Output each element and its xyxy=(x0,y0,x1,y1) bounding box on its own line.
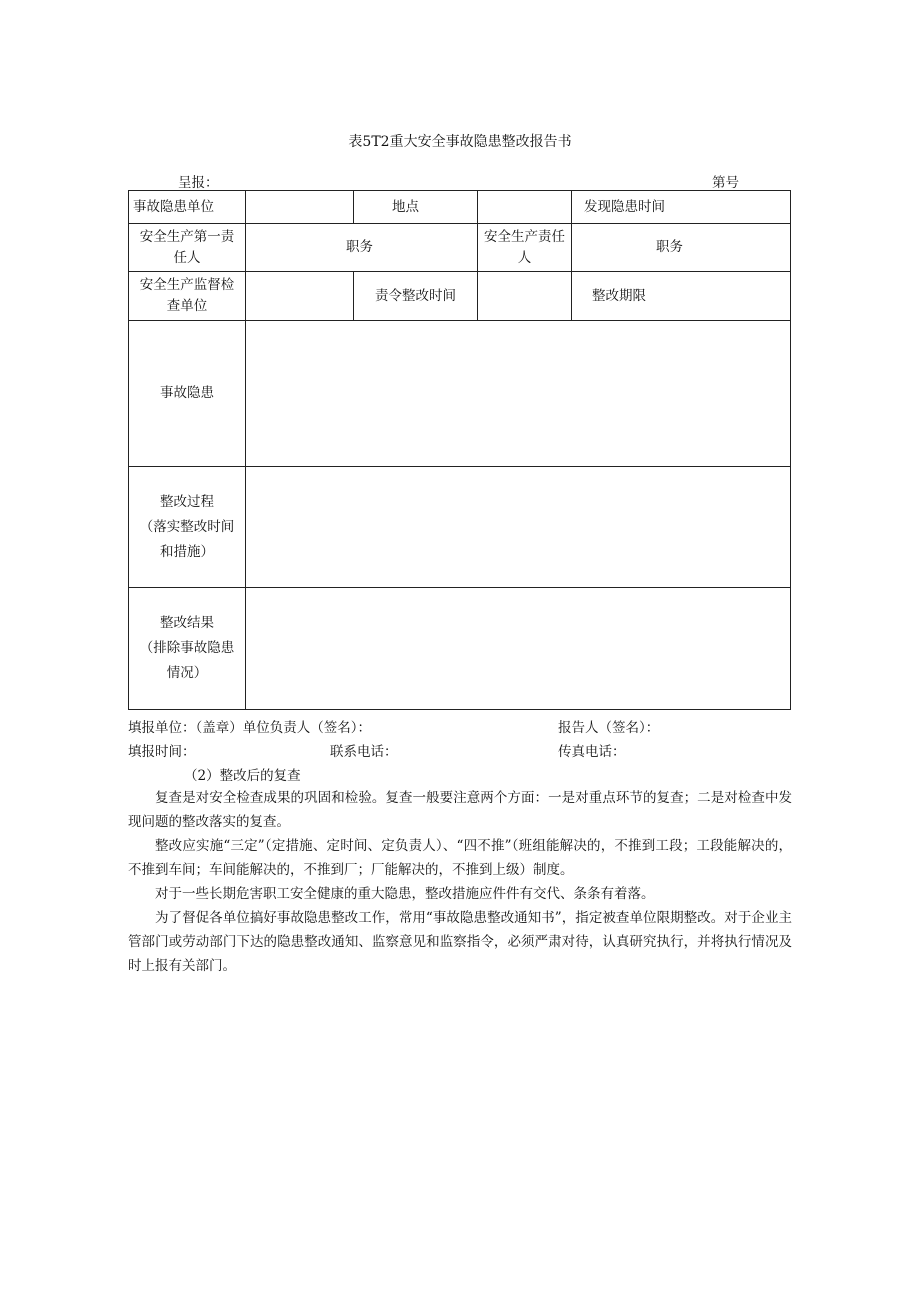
result-label-line2: （排除事故隐患 xyxy=(139,640,235,656)
responsible-label-line1: 安全生产责任 xyxy=(484,228,565,245)
supervision-unit-label xyxy=(129,272,246,321)
paragraph-1: 复查是对安全检查成果的巩固和检验。复查一般要注意两个方面：一是对重点环节的复查；二是对检查中发现问题的整改落实的复查。 xyxy=(128,790,792,830)
paragraph-3: 对于一些长期危害职工安全健康的重大隐患，整改措施应件件有交代、条条有着落。 xyxy=(155,886,655,902)
responsible-label-line2: 人 xyxy=(517,249,532,266)
result-label xyxy=(129,588,246,710)
supervision-unit-label-line1: 安全生产监督检 xyxy=(139,277,235,293)
hazard-unit-label: 事故隐患单位 xyxy=(129,191,246,224)
first-responsible-label xyxy=(129,224,246,272)
hazard-unit-field[interactable] xyxy=(246,191,354,224)
section-heading: （2）整改后的复查 xyxy=(184,768,301,784)
number-label: 第号 xyxy=(712,175,739,191)
fill-time-label: 填报时间： xyxy=(128,744,196,760)
order-time-field[interactable] xyxy=(478,272,572,321)
location-field[interactable] xyxy=(478,191,572,224)
process-label-line2: （落实整改时间 xyxy=(139,518,235,535)
supervision-unit-label-line2: 查单位 xyxy=(166,298,208,314)
reporter-label: 报告人（签名）： xyxy=(558,720,660,736)
position-label-1: 职务 xyxy=(246,224,478,272)
fill-unit-label: 填报单位：（盖章）单位负责人（签名）： xyxy=(128,720,371,736)
responsible-label xyxy=(478,224,572,272)
result-label-line3: 情况） xyxy=(166,665,208,681)
first-responsible-label-line1: 安全生产第一责 xyxy=(139,228,235,245)
position-label-2: 职务 xyxy=(572,224,791,272)
first-responsible-label-line2: 任人 xyxy=(173,249,201,266)
result-field[interactable] xyxy=(246,588,791,710)
paragraph-2: 整改应实施“三定”（定措施、定时间、定负责人）、“四不推”（班组能解决的，不推到工段；工段能解决的，不推到车间；车间能解决的，不推到厂；厂能解决的，不推到上级）制度。 xyxy=(128,838,792,878)
process-field[interactable] xyxy=(246,467,791,588)
order-time-label: 责令整改时间 xyxy=(354,272,478,321)
hazard-field[interactable] xyxy=(246,321,791,467)
location-label: 地点 xyxy=(354,191,478,224)
discover-time-label: 发现隐患时间 xyxy=(572,191,791,224)
fax-label: 传真电话： xyxy=(558,744,626,760)
hazard-label: 事故隐患 xyxy=(129,321,246,467)
supervision-unit-field[interactable] xyxy=(246,272,354,321)
process-label xyxy=(129,467,246,588)
hazard-report-table xyxy=(128,190,791,710)
paragraph-4: 为了督促各单位搞好事故隐患整改工作，常用“事故隐患整改通知书”，指定被查单位限期整改。对于企业主管部门或劳动部门下达的隐患整改通知、监察意见和监察指令，必须严肃对待，认真研究执行，并将执行情况及时上报有关部门。 xyxy=(128,910,792,974)
submit-label: 呈报： xyxy=(178,175,219,191)
document-title: 表5T2重大安全事故隐患整改报告书 xyxy=(348,134,572,150)
deadline-label: 整改期限 xyxy=(572,272,791,321)
result-label-line1: 整改结果 xyxy=(160,615,214,631)
contact-phone-label: 联系电话： xyxy=(330,744,398,760)
process-label-line1: 整改过程 xyxy=(160,493,214,510)
process-label-line3: 和措施） xyxy=(160,543,214,560)
